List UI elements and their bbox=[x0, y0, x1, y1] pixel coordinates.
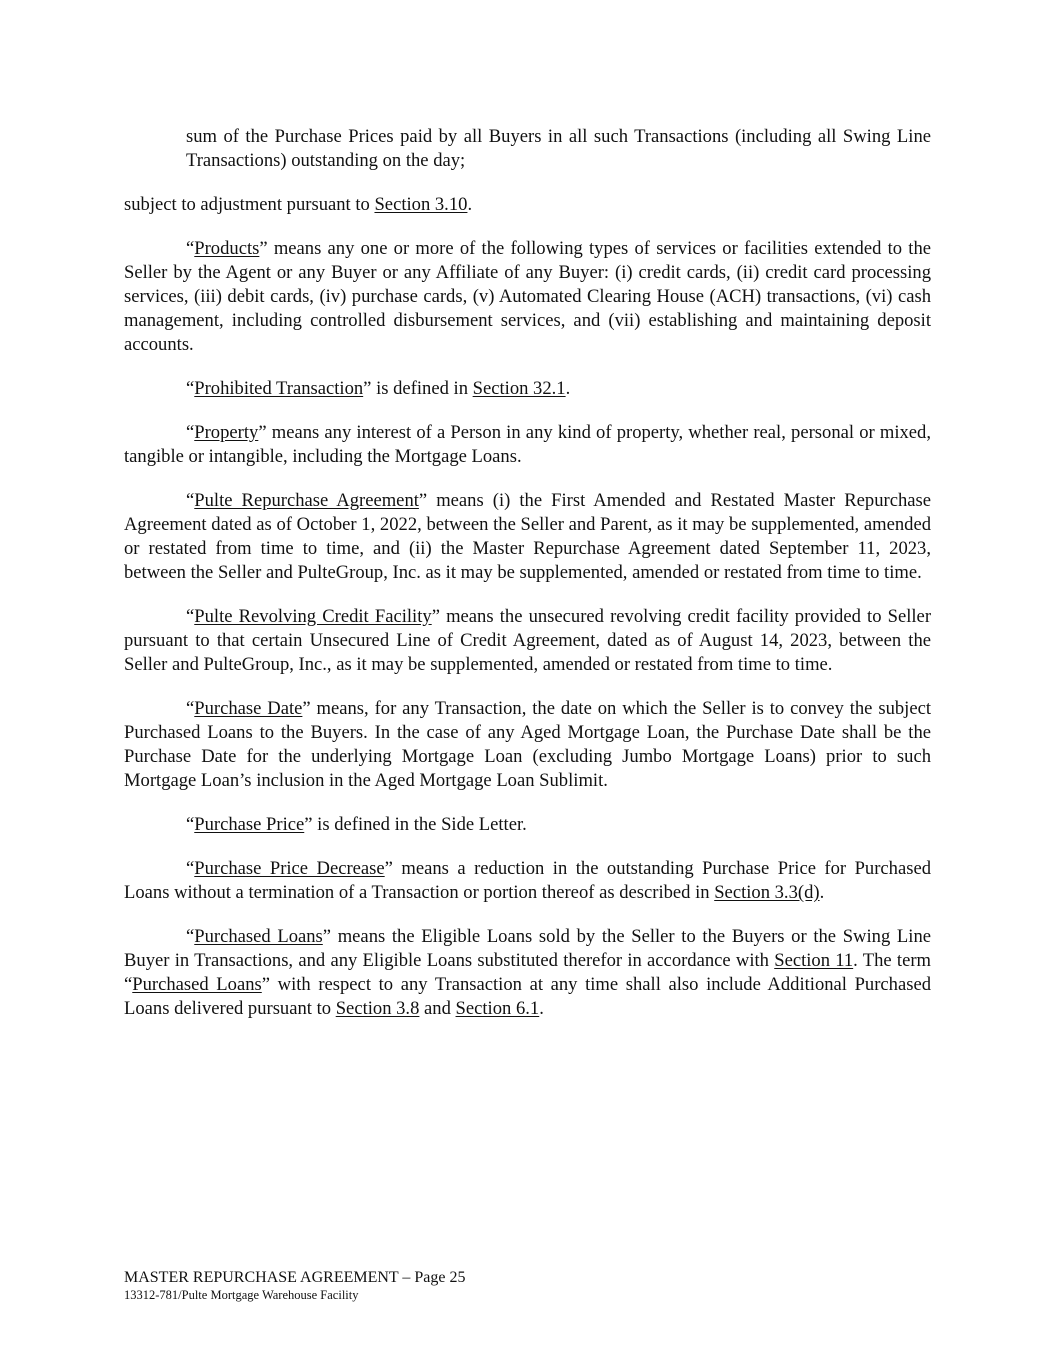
definition-pulte-repurchase-agreement bbox=[124, 489, 931, 585]
definition-prohibited-transaction bbox=[124, 377, 931, 401]
quote-mark: “ bbox=[186, 606, 195, 627]
quote-mark: “ bbox=[186, 378, 195, 399]
defined-term: Property bbox=[194, 422, 259, 443]
definition-text: ” is defined in the Side Letter. bbox=[304, 814, 527, 835]
defined-term: Purchase Date bbox=[194, 698, 303, 719]
defined-term: Purchased Loans bbox=[132, 974, 262, 995]
adjustment-paragraph bbox=[124, 193, 931, 217]
section-reference: Section 3.3(d) bbox=[714, 882, 820, 903]
defined-term: Pulte Revolving Credit Facility bbox=[194, 606, 432, 627]
definition-text: ” means, for any Transaction, the date on which the Seller is to convey the subject Purchased Loans to the Buyers. In the case of any Aged Mortgage Loan, the Purchase Date shall be the Purchase Date for the underlying Mortgage Loan (excluding Jumbo Mortgage Loans) prior to such Mortgage Loan’s inclusion in the Aged Mortgage Loan Sublimit. bbox=[124, 698, 931, 791]
definition-text: ” is defined in bbox=[363, 378, 473, 399]
definition-text: and bbox=[419, 998, 456, 1019]
quote-mark: “ bbox=[186, 858, 195, 879]
page-footer bbox=[124, 1268, 466, 1303]
defined-term: Purchase Price bbox=[194, 814, 305, 835]
definition-text: . bbox=[539, 998, 544, 1019]
defined-term: Products bbox=[194, 238, 260, 259]
quote-mark: “ bbox=[186, 238, 195, 259]
section-reference: Section 3.8 bbox=[335, 998, 420, 1019]
section-reference: Section 32.1 bbox=[472, 378, 566, 399]
footer-title: MASTER REPURCHASE AGREEMENT – Page 25 bbox=[124, 1269, 466, 1286]
defined-term: Purchase Price Decrease bbox=[194, 858, 385, 879]
section-reference: Section 3.10 bbox=[374, 194, 468, 215]
definition-property bbox=[124, 421, 931, 469]
document-body bbox=[124, 125, 931, 1041]
paragraph-text: subject to adjustment pursuant to bbox=[124, 194, 375, 215]
defined-term: Pulte Repurchase Agreement bbox=[194, 490, 419, 511]
definition-text: . bbox=[565, 378, 571, 399]
quote-mark: “ bbox=[186, 698, 195, 719]
paragraph-text: . bbox=[467, 194, 473, 215]
definition-text: ” means a reduction in the outstanding Purchase Price for Purchased Loans without a termination of a Transaction or portion thereof as described in bbox=[124, 858, 932, 903]
definition-purchase-price-decrease bbox=[124, 857, 931, 905]
quote-mark: “ bbox=[186, 490, 195, 511]
section-reference: Section 6.1 bbox=[455, 998, 540, 1019]
quote-mark: “ bbox=[186, 814, 195, 835]
definition-products bbox=[124, 237, 931, 357]
section-reference: Section 11 bbox=[774, 950, 854, 971]
definition-text: ” means any interest of a Person in any kind of property, whether real, personal or mixed, tangible or intangible, including the Mortgage Loans. bbox=[124, 422, 931, 467]
continuation-paragraph bbox=[186, 125, 931, 173]
footer-doc-id: 13312-781/Pulte Mortgage Warehouse Facility bbox=[124, 1288, 359, 1302]
definition-text: . bbox=[819, 882, 825, 903]
definition-text: . The term “ bbox=[124, 950, 931, 995]
definition-text: ” means (i) the First Amended and Restated Master Repurchase Agreement dated as of October 1, 2022, between the Seller and Parent, as it may be supplemented, amended or restated from time to time, and (ii) the Master Repurchase Agreement dated September 11, 2023, between the Seller and PulteGroup, Inc. as it may be supplemented, amended or restated from time to time. bbox=[124, 490, 932, 583]
quote-mark: “ bbox=[186, 422, 195, 443]
definition-text: ” means the unsecured revolving credit facility provided to Seller pursuant to that certain Unsecured Line of Credit Agreement, dated as of August 14, 2023, between the Seller and PulteGroup, Inc., as it may be supplemented, amended or restated from time to time. bbox=[124, 606, 932, 675]
definition-text: ” means the Eligible Loans sold by the Seller to the Buyers or the Swing Line Buyer in Transactions, and any Eligible Loans substituted therefor in accordance with bbox=[124, 926, 931, 971]
definition-pulte-revolving-credit-facility bbox=[124, 605, 931, 677]
definition-purchase-price bbox=[124, 813, 931, 837]
defined-term: Purchased Loans bbox=[194, 926, 323, 947]
definition-purchased-loans bbox=[124, 925, 931, 1021]
definition-text: ” means any one or more of the following types of services or facilities extended to the Seller by the Agent or any Buyer or any Affiliate of any Buyer: (i) credit cards, (ii) credit card processing services, (iii) debit cards, (iv) purchase cards, (v) Automated Clearing House (ACH) transactions, (vi) cash management, including controlled disbursement services, and (vii) establishing and maintaining deposit accounts. bbox=[124, 238, 931, 355]
defined-term: Prohibited Transaction bbox=[194, 378, 364, 399]
definition-text: ” with respect to any Transaction at any time shall also include Additional Purchased Loans delivered pursuant to bbox=[124, 974, 931, 1019]
definition-purchase-date bbox=[124, 697, 931, 793]
quote-mark: “ bbox=[186, 926, 195, 947]
paragraph-text: sum of the Purchase Prices paid by all Buyers in all such Transactions (including all Swing Line Transactions) outstanding on the day; bbox=[186, 126, 931, 171]
